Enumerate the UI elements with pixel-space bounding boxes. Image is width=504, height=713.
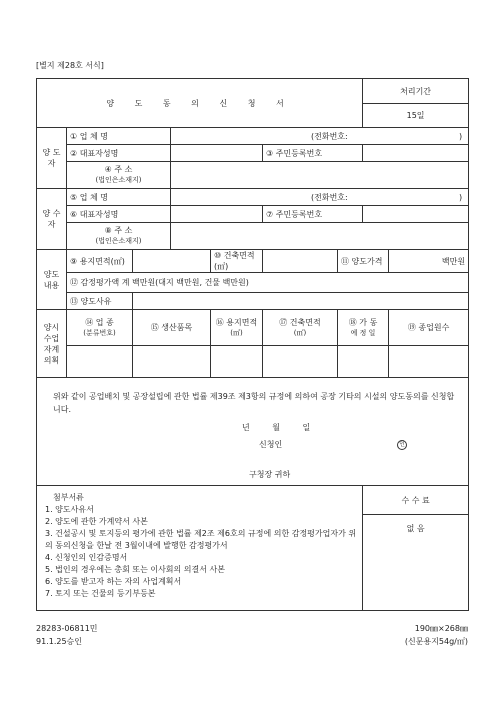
processing-value: 15일	[363, 104, 469, 128]
attachment-item: 7. 토지 또는 건물의 등기부등본	[45, 589, 156, 598]
plan-land-field[interactable]	[211, 346, 263, 378]
operation-sub: 예 정 일	[350, 328, 376, 337]
industry-text: ⑭ 업 종	[85, 317, 114, 327]
product-label: ⑮ 생산품목	[133, 310, 211, 346]
transferee-address-label	[67, 223, 171, 250]
transferee-id-field[interactable]	[363, 206, 469, 223]
transferor-company-label: ① 업 체 명	[67, 128, 171, 145]
statement-text: 위와 같이 공업배치 및 공장설립에 관한 법률 제39조 제3항의 규정에 의하여 공장 기타의 시설의 양도동의를 신청합니다.	[53, 392, 455, 414]
transferor-address-text: ④ 주 소	[104, 165, 133, 174]
transferor-address-label	[67, 162, 171, 189]
plan-land-label	[211, 310, 263, 346]
land-area-label: ⑨ 용지면적(㎡)	[67, 250, 133, 273]
reason-label: ⑬ 양도사유	[67, 293, 133, 310]
attachment-item: 1. 양도사유서	[45, 505, 94, 514]
transferee-address-text: ⑧ 주 소	[104, 226, 133, 235]
processing-label: 처리기간	[363, 79, 469, 104]
transferor-phone-label: (전화번호:	[311, 132, 348, 141]
application-form	[36, 78, 469, 611]
footer-size: 190㎜×268㎜	[414, 624, 468, 633]
seal-mark	[397, 438, 407, 450]
plan-land-sub: (㎡)	[230, 328, 243, 337]
transferee-rep-field[interactable]	[171, 206, 263, 223]
statement-date: 년 월 일	[242, 423, 321, 432]
seal-icon: 인	[397, 440, 407, 450]
transferee-section-label: 양 수 자	[37, 189, 67, 250]
footer-approved: 91.1.25승인	[36, 637, 82, 646]
attachment-item: 3. 건설공시 및 토지등의 평가에 관한 법률 제2조 제6호의 규정에 의한 감정평가업자가 위의 동의신청을 한날 전 3월이내에 발행한 감정평가서	[45, 529, 357, 550]
transferor-rep-label: ② 대표자성명	[67, 145, 171, 162]
operation-field[interactable]	[338, 346, 389, 378]
attachment-item: 4. 신청인의 인감증명서	[45, 553, 128, 562]
attachment-item: 6. 양도를 받고자 하는 자의 사업계획서	[45, 577, 182, 586]
attachments-heading: 첨부서류	[53, 493, 84, 502]
product-field[interactable]	[133, 346, 211, 378]
attachment-item: 5. 법인의 경우에는 총회 또는 이사회의 의결서 사본	[45, 565, 225, 574]
plan-building-label	[263, 310, 338, 346]
form-title: 양 도 동 의 신 청 서	[37, 79, 363, 128]
plan-building-text: ⑰ 건축면적	[279, 317, 321, 327]
applicant-label: 신청인	[259, 440, 283, 449]
transferee-rep-label: ⑥ 대표자성명	[67, 206, 171, 223]
fee-label: 수 수 료	[363, 486, 469, 515]
transferor-rep-field[interactable]	[171, 145, 263, 162]
transferee-company-label: ⑤ 업 체 명	[67, 189, 171, 206]
plan-building-sub: (㎡)	[293, 328, 307, 337]
building-area-field[interactable]	[263, 250, 338, 273]
transferor-section-label: 양 도 자	[37, 128, 67, 189]
land-area-field[interactable]	[133, 250, 211, 273]
reason-field[interactable]	[133, 293, 469, 310]
transferee-address-field[interactable]	[171, 223, 469, 250]
transferee-address-sub: (법인은소재지)	[95, 237, 142, 245]
building-area-label: ⑩ 건축면적(㎡)	[211, 250, 263, 273]
price-field[interactable]: 백만원	[389, 250, 469, 273]
price-label: ⑪ 양도가격	[338, 250, 389, 273]
operation-label	[338, 310, 389, 346]
statement-block	[37, 378, 469, 486]
industry-label	[67, 310, 133, 346]
transferor-id-label: ③ 주민등록번호	[263, 145, 363, 162]
footer-code: 28283-06811민	[36, 624, 98, 633]
transfer-section-label: 양도 내용	[37, 250, 67, 310]
employees-field[interactable]	[389, 346, 469, 378]
form-label: [별지 제28호 서식]	[36, 61, 104, 70]
transferor-address-field[interactable]	[171, 162, 469, 189]
transferor-company-field[interactable]	[171, 128, 469, 145]
transferor-phone-close: )	[458, 132, 463, 141]
footer-paper: (신문용지54g/㎡)	[404, 637, 468, 646]
transferee-company-field[interactable]	[171, 189, 469, 206]
transferor-address-sub: (법인은소재지)	[95, 176, 142, 184]
attachment-item: 2. 양도에 관한 가계약서 사본	[45, 517, 148, 526]
employees-label: ⑲ 종업원수	[389, 310, 469, 346]
recipient: 구청장 귀하	[249, 470, 291, 479]
transferee-phone-label: (전화번호:	[311, 193, 348, 202]
industry-field[interactable]	[67, 346, 133, 378]
industry-sub: (분류번호)	[83, 328, 116, 337]
plan-building-field[interactable]	[263, 346, 338, 378]
attachments-block	[37, 486, 363, 611]
fee-value: 없 음	[363, 515, 469, 611]
transferee-phone-close: )	[458, 193, 463, 202]
appraisal-field[interactable]: ⑫ 감정평가액 계 백만원(대지 백만원, 건물 백만원)	[67, 273, 469, 293]
transferor-id-field[interactable]	[363, 145, 469, 162]
operation-text: ⑱ 가 동	[348, 317, 378, 327]
plan-land-text: ⑯ 용지면적	[215, 317, 258, 327]
plan-section-label: 양시 수업 자계 의획	[37, 310, 67, 378]
transferee-id-label: ⑦ 주민등록번호	[263, 206, 363, 223]
